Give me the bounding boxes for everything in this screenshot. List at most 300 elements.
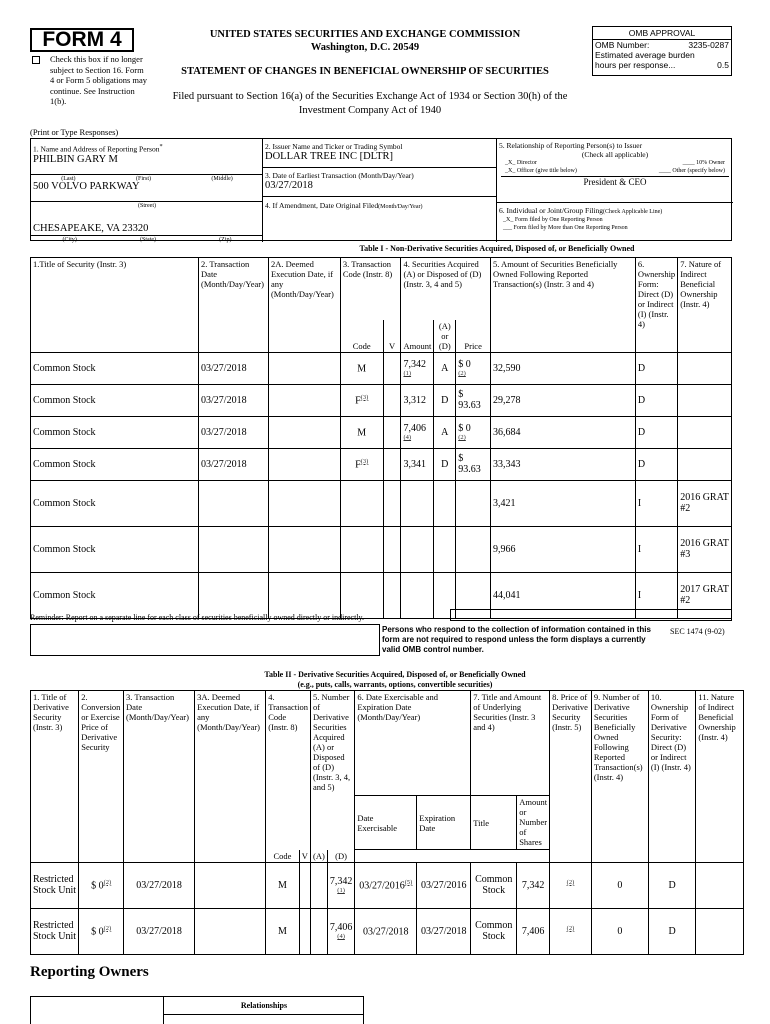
t1-deemed bbox=[268, 416, 340, 448]
omb-approval-box bbox=[592, 26, 732, 76]
t2-h-filler bbox=[355, 850, 417, 863]
t2-nature bbox=[696, 862, 744, 908]
t1-h-title: 1.Title of Security (Instr. 3) bbox=[31, 258, 199, 353]
t2-h-form: 10. Ownership Form of Derivative Security: Direct (D) or Indirect (I) (Instr. 4) bbox=[648, 691, 696, 863]
t1-amount bbox=[401, 480, 434, 526]
t1-form-value: D bbox=[637, 394, 646, 406]
t2-u-title-value: Common Stock bbox=[475, 920, 513, 942]
footnote-link[interactable]: (5) bbox=[404, 878, 413, 886]
t2-u-amount bbox=[517, 862, 550, 908]
t1-form-value: I bbox=[637, 497, 642, 509]
t1-h-amount: Amount bbox=[401, 320, 434, 353]
box4-label: 4. If Amendment, Date Original Filed bbox=[265, 201, 379, 210]
t1-aord-value: A bbox=[441, 426, 449, 438]
t1-nature-value: 2017 GRAT #2 bbox=[680, 584, 729, 606]
t2-exercisable bbox=[355, 862, 417, 908]
table2-derivative bbox=[30, 690, 744, 955]
footnote-link[interactable]: (4) bbox=[403, 434, 412, 441]
t2-code bbox=[266, 862, 300, 908]
omb-hours-label: hours per response... bbox=[595, 60, 676, 70]
box5-sub: (Check all applicable) bbox=[581, 150, 649, 159]
t2-p8 bbox=[550, 862, 592, 908]
t2-h-price: 8. Price of Derivative Security (Instr. 5) bbox=[550, 691, 592, 863]
t1-form bbox=[635, 416, 677, 448]
t2-title bbox=[31, 908, 79, 954]
agency-location: Washington, D.C. 20549 bbox=[310, 42, 420, 53]
t1-form-value: D bbox=[637, 426, 646, 438]
reminder-text: Reminder: Report on a separate line for each class of securities beneficially owned directly or indirectly. bbox=[30, 613, 365, 622]
t2-price-value: $ 0 bbox=[91, 926, 104, 938]
t2-expiration-value: 03/27/2016 bbox=[420, 879, 467, 891]
t2-h-date: 3. Transaction Date (Month/Day/Year) bbox=[124, 691, 195, 863]
t1-price-value: $ 93.63 bbox=[458, 389, 481, 411]
first-label: (First) bbox=[135, 176, 151, 182]
t2-h-u-title: Title bbox=[471, 796, 517, 850]
t1-title bbox=[31, 480, 199, 526]
t2-h-code: 4. Transaction Code (Instr. 8) bbox=[266, 691, 311, 850]
box6-label: 6. Individual or Joint/Group Filing bbox=[499, 206, 603, 215]
t1-nature bbox=[678, 480, 732, 526]
t1-aord bbox=[434, 448, 456, 480]
agency-name: UNITED STATES SECURITIES AND EXCHANGE COMMISSION bbox=[209, 29, 521, 40]
table2-title-line2: (e.g., puts, calls, warrants, options, convertible securities) bbox=[297, 680, 493, 689]
t1-price-value: $ 93.63 bbox=[458, 453, 481, 475]
t1-title bbox=[31, 526, 199, 572]
t1-owned-value: 36,684 bbox=[493, 426, 521, 438]
footnote-link[interactable]: (3) bbox=[360, 393, 369, 401]
t1-date bbox=[199, 480, 269, 526]
t1-owned-value: 3,421 bbox=[493, 497, 516, 509]
zip-label: (Zip) bbox=[219, 237, 232, 243]
table1-row bbox=[31, 384, 732, 416]
t2-expiration bbox=[417, 908, 471, 954]
city-state-zip-labels bbox=[31, 235, 263, 244]
t1-amount bbox=[401, 416, 434, 448]
t1-deemed bbox=[268, 572, 340, 618]
relationships-header: Relationships bbox=[163, 997, 364, 1015]
table2-title bbox=[230, 670, 560, 690]
t1-amount-value: 7,406 bbox=[403, 423, 426, 434]
t2-h-amount-shares: Amount or Number of Shares bbox=[517, 796, 550, 850]
t2-v bbox=[299, 862, 310, 908]
t2-u-title bbox=[471, 908, 517, 954]
t2-price bbox=[79, 862, 124, 908]
t2-h-v: V bbox=[299, 850, 310, 863]
last-label: (Last) bbox=[61, 176, 76, 182]
t2-h-owned: 9. Number of Derivative Securities Beneficially Owned Following Reported Transaction(s) (Instr. 4) bbox=[591, 691, 648, 863]
t1-aord bbox=[434, 384, 456, 416]
t2-h-title: 1. Title of Derivative Security (Instr. 3) bbox=[31, 691, 79, 863]
statement-title: STATEMENT OF CHANGES IN BENEFICIAL OWNERSHIP OF SECURITIES bbox=[181, 66, 549, 77]
t1-code bbox=[340, 526, 383, 572]
t1-code bbox=[340, 416, 383, 448]
street-address: 500 VOLVO PARKWAY bbox=[33, 181, 140, 192]
t1-owned-value: 32,590 bbox=[493, 362, 521, 374]
t2-owned-value: 0 bbox=[617, 879, 623, 891]
t2-h-number: 5. Number of Derivative Securities Acquired (A) or Disposed of (D) (Instr. 3, 4, and 5) bbox=[311, 691, 355, 850]
t2-owned-value: 0 bbox=[617, 925, 623, 937]
t2-exercisable bbox=[355, 908, 417, 954]
officer-other-row bbox=[499, 167, 731, 175]
t2-a bbox=[311, 908, 328, 954]
middle-label: (Middle) bbox=[211, 176, 233, 182]
table1-row bbox=[31, 448, 732, 480]
table1-header-row bbox=[31, 258, 732, 320]
t1-price-value: $ 0 bbox=[458, 359, 471, 370]
other-option[interactable]: ____ Other (specify below) bbox=[658, 168, 725, 174]
omb-number-label: OMB Number: bbox=[595, 40, 650, 50]
t2-code-value: M bbox=[278, 879, 287, 891]
t1-date bbox=[199, 416, 269, 448]
omb-hours-row bbox=[593, 60, 731, 70]
t2-deemed bbox=[195, 908, 266, 954]
t1-owned bbox=[491, 352, 636, 384]
t2-u-amount-value: 7,342 bbox=[521, 879, 545, 891]
t1-amount bbox=[401, 384, 434, 416]
table1-title: Table I - Non-Derivative Securities Acquired, Disposed of, or Beneficially Owned bbox=[359, 244, 635, 253]
t1-nature bbox=[678, 448, 732, 480]
t1-amount bbox=[401, 572, 434, 618]
t2-nature bbox=[696, 908, 744, 954]
t1-code bbox=[340, 572, 383, 618]
t2-h-deemed: 3A. Deemed Execution Date, if any (Month/Day/Year) bbox=[195, 691, 266, 863]
t1-code-value: M bbox=[357, 363, 367, 375]
box5-6-column bbox=[497, 139, 733, 242]
footnote-link[interactable]: (1) bbox=[337, 887, 345, 894]
t1-date bbox=[199, 352, 269, 384]
t2-date bbox=[124, 908, 195, 954]
t1-h-v: V bbox=[383, 320, 401, 353]
earliest-transaction-date: 03/27/2018 bbox=[265, 180, 313, 191]
t1-owned bbox=[491, 384, 636, 416]
footnote-link[interactable]: (2) bbox=[458, 434, 466, 441]
agency-header bbox=[160, 28, 570, 54]
t1-nature-value: 2016 GRAT #2 bbox=[680, 492, 729, 514]
box3-label: 3. Date of Earliest Transaction (Month/Day/Year) bbox=[265, 171, 414, 180]
t2-h-d: (D) bbox=[327, 850, 355, 863]
t1-owned bbox=[491, 526, 636, 572]
t1-title bbox=[31, 384, 199, 416]
t1-title-value: Common Stock bbox=[33, 543, 96, 555]
t1-title-value: Common Stock bbox=[33, 497, 96, 509]
omb-burden-row bbox=[593, 50, 731, 60]
t1-h-price: Price bbox=[456, 320, 491, 353]
t1-title bbox=[31, 448, 199, 480]
t1-h-deemed: 2A. Deemed Execution Date, if any (Month/Day/Year) bbox=[268, 258, 340, 353]
t1-code bbox=[340, 352, 383, 384]
omb-title: OMB APPROVAL bbox=[593, 27, 731, 40]
t1-deemed bbox=[268, 384, 340, 416]
omb-number-value: 3235-0287 bbox=[688, 40, 729, 50]
t1-code bbox=[340, 384, 383, 416]
t2-h-date-ex: Date Exercisable bbox=[355, 796, 417, 850]
t1-amount bbox=[401, 352, 434, 384]
t1-v bbox=[383, 352, 401, 384]
t1-price bbox=[456, 526, 491, 572]
t1-aord-value: D bbox=[441, 458, 449, 470]
box3-earliest-date bbox=[263, 168, 496, 197]
officer-option[interactable]: _X_ Officer (give title below) bbox=[505, 168, 577, 174]
t2-a bbox=[311, 862, 328, 908]
box6-filing bbox=[497, 203, 733, 232]
t2-d bbox=[327, 908, 355, 954]
t1-h-code: 3. Transaction Code (Instr. 8) bbox=[340, 258, 401, 320]
t2-u-amount-value: 7,406 bbox=[521, 925, 545, 937]
t2-h-code-sub: Code bbox=[266, 850, 300, 863]
table2-row bbox=[31, 862, 744, 908]
t1-aord bbox=[434, 352, 456, 384]
multiple-persons-option[interactable]: ___ Form filed by More than One Reporting Person bbox=[503, 225, 628, 231]
t1-price bbox=[456, 480, 491, 526]
t1-nature bbox=[678, 352, 732, 384]
director-option[interactable]: _X_ Director bbox=[505, 160, 537, 166]
table1-row bbox=[31, 416, 732, 448]
t1-price bbox=[456, 416, 491, 448]
t1-form bbox=[635, 384, 677, 416]
t2-deemed bbox=[195, 862, 266, 908]
t2-title bbox=[31, 862, 79, 908]
t1-deemed bbox=[268, 480, 340, 526]
director-owner-row bbox=[499, 159, 731, 167]
t1-amount bbox=[401, 448, 434, 480]
t1-amount-value: 3,341 bbox=[403, 458, 426, 470]
t1-amount-value: 3,312 bbox=[403, 394, 426, 406]
t1-aord-value: D bbox=[441, 394, 449, 406]
t2-code-value: M bbox=[278, 925, 287, 937]
footnote-link[interactable]: (1) bbox=[403, 370, 412, 377]
footnote-link[interactable]: (2) bbox=[458, 370, 466, 377]
table2-row bbox=[31, 908, 744, 954]
table1-row bbox=[31, 480, 732, 526]
t1-owned-value: 44,041 bbox=[493, 589, 521, 601]
t1-h-securities: 4. Securities Acquired (A) or Disposed of (D) (Instr. 3, 4 and 5) bbox=[401, 258, 491, 320]
t1-h-owned: 5. Amount of Securities Beneficially Owned Following Reported Transaction(s) (Instr. 3 and 4) bbox=[491, 258, 636, 353]
t2-exercisable-value: 03/27/2018 bbox=[363, 926, 409, 938]
t1-deemed bbox=[268, 352, 340, 384]
t1-title bbox=[31, 416, 199, 448]
state-label: (State) bbox=[140, 237, 156, 243]
t1-h-form: 6. Ownership Form: Direct (D) or Indirect (I) (Instr. 4) bbox=[635, 258, 677, 353]
t1-aord bbox=[434, 480, 456, 526]
t1-amount bbox=[401, 526, 434, 572]
filed-pursuant-text: Filed pursuant to Section 16(a) of the Securities Exchange Act of 1934 or Section 30(h) of the Investment Company Act of 1940 bbox=[172, 91, 568, 116]
street-label: (Street) bbox=[31, 201, 263, 210]
issuer-name: DOLLAR TREE INC [DLTR] bbox=[265, 151, 394, 162]
reporting-owners-heading: Reporting Owners bbox=[30, 964, 149, 980]
t1-h-aord: (A) or (D) bbox=[434, 320, 456, 353]
t1-h-code-sub: Code bbox=[340, 320, 383, 353]
table1-row bbox=[31, 526, 732, 572]
box2-label: 2. Issuer Name and Ticker or Trading Symbol bbox=[265, 142, 403, 151]
t1-deemed bbox=[268, 448, 340, 480]
t2-form-value: D bbox=[668, 925, 676, 937]
t2-exercisable-value: 03/27/2016 bbox=[359, 880, 405, 892]
t1-owned-value: 29,278 bbox=[493, 394, 521, 406]
t2-v bbox=[299, 908, 310, 954]
t2-price bbox=[79, 908, 124, 954]
t1-nature-value: 2016 GRAT #3 bbox=[680, 538, 729, 560]
t2-d bbox=[327, 862, 355, 908]
t1-price-value: $ 0 bbox=[458, 423, 471, 434]
omb-number-row bbox=[593, 40, 731, 50]
t1-title-value: Common Stock bbox=[33, 362, 96, 374]
officer-title: President & CEO bbox=[501, 176, 729, 187]
no-longer-subject-checkbox[interactable] bbox=[32, 56, 40, 64]
t1-form bbox=[635, 480, 677, 526]
box1-reporting-person bbox=[31, 139, 263, 242]
box4-amendment bbox=[263, 197, 496, 211]
t2-owned bbox=[591, 908, 648, 954]
t1-date-value: 03/27/2018 bbox=[201, 394, 247, 406]
t2-p8 bbox=[550, 908, 592, 954]
form-title: FORM 4 bbox=[30, 28, 134, 52]
box5-label: 5. Relationship of Reporting Person(s) to Issuer bbox=[499, 141, 643, 150]
city-label: (City) bbox=[62, 237, 77, 243]
t1-form-value: I bbox=[637, 589, 642, 601]
t1-code-value: F bbox=[355, 459, 361, 471]
t1-price bbox=[456, 384, 491, 416]
t2-h-underlying: 7. Title and Amount of Underlying Securities (Instr. 3 and 4) bbox=[471, 691, 550, 796]
reminder-box bbox=[450, 609, 732, 621]
t1-code bbox=[340, 448, 383, 480]
t1-title bbox=[31, 352, 199, 384]
t1-aord bbox=[434, 416, 456, 448]
t2-date-value: 03/27/2018 bbox=[136, 925, 182, 937]
t1-price bbox=[456, 352, 491, 384]
t1-title-value: Common Stock bbox=[33, 458, 96, 470]
omb-hours-value: 0.5 bbox=[717, 60, 729, 70]
t1-aord-value: A bbox=[441, 362, 449, 374]
city-state-zip: CHESAPEAKE, VA 23320 bbox=[33, 223, 149, 234]
t1-form bbox=[635, 448, 677, 480]
footnote-link[interactable]: (2) bbox=[103, 878, 112, 886]
t2-h-a: (A) bbox=[311, 850, 328, 863]
t1-date bbox=[199, 448, 269, 480]
box1-label: 1. Name and Address of Reporting Person* bbox=[33, 143, 163, 154]
ten-percent-owner-option[interactable]: ____ 10% Owner bbox=[682, 160, 725, 166]
t1-title-value: Common Stock bbox=[33, 394, 96, 406]
t2-title-value: Restricted Stock Unit bbox=[33, 920, 77, 942]
t2-date-value: 03/27/2018 bbox=[136, 879, 182, 891]
t1-form-value: I bbox=[637, 543, 642, 555]
t1-v bbox=[383, 384, 401, 416]
t2-h-nature: 11. Nature of Indirect Beneficial Ownership (Instr. 4) bbox=[696, 691, 744, 863]
t2-date bbox=[124, 862, 195, 908]
t2-h-exp-date: Expiration Date bbox=[417, 796, 471, 850]
t1-v bbox=[383, 572, 401, 618]
footnote-link[interactable]: (2) bbox=[103, 924, 112, 932]
t1-nature bbox=[678, 526, 732, 572]
t1-form-value: D bbox=[637, 362, 646, 374]
t1-date-value: 03/27/2018 bbox=[201, 426, 247, 438]
t1-code-value: M bbox=[357, 427, 367, 439]
t1-date bbox=[199, 572, 269, 618]
t1-owned-value: 9,966 bbox=[493, 543, 516, 555]
t1-h-date: 2. Transaction Date (Month/Day/Year) bbox=[199, 258, 269, 353]
t1-price bbox=[456, 448, 491, 480]
t2-u-title-value: Common Stock bbox=[475, 874, 513, 896]
footnote-link[interactable]: (3) bbox=[360, 457, 369, 465]
t2-price-value: $ 0 bbox=[91, 880, 104, 892]
table2-header-row bbox=[31, 691, 744, 796]
t2-owned bbox=[591, 862, 648, 908]
t1-v bbox=[383, 526, 401, 572]
t1-title-value: Common Stock bbox=[33, 589, 96, 601]
t1-h-nature: 7. Nature of Indirect Beneficial Ownership (Instr. 4) bbox=[678, 258, 732, 353]
t2-form bbox=[648, 862, 696, 908]
t2-expiration bbox=[417, 862, 471, 908]
table1-non-derivative bbox=[30, 257, 732, 619]
t1-date bbox=[199, 384, 269, 416]
t1-deemed bbox=[268, 526, 340, 572]
t2-d-value: 7,342 bbox=[329, 876, 353, 887]
box6-label-row bbox=[499, 205, 731, 216]
t2-code bbox=[266, 908, 300, 954]
t2-d-value: 7,406 bbox=[329, 922, 353, 933]
t2-u-amount bbox=[517, 908, 550, 954]
t1-nature bbox=[678, 384, 732, 416]
reporting-person-name: PHILBIN GARY M bbox=[33, 153, 118, 165]
t1-code-value: F bbox=[355, 395, 361, 407]
footnote-link[interactable]: (4) bbox=[337, 933, 345, 940]
t2-h-conversion: 2. Conversion or Exercise Price of Derivative Security bbox=[79, 691, 124, 863]
t1-owned bbox=[491, 416, 636, 448]
t2-expiration-value: 03/27/2018 bbox=[420, 925, 467, 937]
t1-date-value: 03/27/2018 bbox=[201, 458, 247, 470]
box5-relationship bbox=[497, 139, 733, 203]
checkbox-label: Check this box if no longer subject to Section 16. Form 4 or Form 5 obligations may continue. See Instruction 1(b). bbox=[50, 54, 148, 106]
print-note: (Print or Type Responses) bbox=[30, 127, 119, 137]
t1-v bbox=[383, 416, 401, 448]
reporting-person-section bbox=[30, 138, 732, 241]
t2-u-title bbox=[471, 862, 517, 908]
footnote-link[interactable]: (2) bbox=[566, 924, 575, 932]
footnote-link[interactable]: (2) bbox=[566, 878, 575, 886]
t1-v bbox=[383, 448, 401, 480]
t1-form bbox=[635, 526, 677, 572]
t1-owned bbox=[491, 480, 636, 526]
t1-form bbox=[635, 352, 677, 384]
t1-v bbox=[383, 480, 401, 526]
omb-burden-label: Estimated average burden bbox=[595, 50, 695, 60]
t2-form-value: D bbox=[668, 879, 676, 891]
t2-h-exercisable: 6. Date Exercisable and Expiration Date (Month/Day/Year) bbox=[355, 691, 471, 796]
box4-sub: (Month/Day/Year) bbox=[378, 204, 423, 210]
single-person-option[interactable]: _X_ Form filed by One Reporting Person bbox=[503, 217, 603, 223]
table1-row bbox=[31, 352, 732, 384]
table2-title-line1: Table II - Derivative Securities Acquired, Disposed of, or Beneficially Owned bbox=[264, 670, 526, 679]
t1-nature bbox=[678, 416, 732, 448]
t1-form-value: D bbox=[637, 458, 646, 470]
t1-code bbox=[340, 480, 383, 526]
persons-notice: Persons who respond to the collection of information contained in this form are not required to respond unless the form displays a currently valid OMB control number. bbox=[382, 625, 651, 654]
t1-title bbox=[31, 572, 199, 618]
t1-title-value: Common Stock bbox=[33, 426, 96, 438]
box6-sub: (Check Applicable Line) bbox=[602, 209, 663, 215]
box2-issuer bbox=[263, 139, 496, 168]
t1-date-value: 03/27/2018 bbox=[201, 362, 247, 374]
t1-owned-value: 33,343 bbox=[493, 458, 521, 470]
notice-box bbox=[30, 624, 380, 656]
sec-code: SEC 1474 (9-02) bbox=[670, 627, 725, 636]
t1-owned bbox=[491, 448, 636, 480]
t2-form bbox=[648, 908, 696, 954]
t1-aord bbox=[434, 526, 456, 572]
box2-4-column bbox=[263, 139, 497, 242]
t1-amount-value: 7,342 bbox=[403, 359, 426, 370]
reporting-owners-table bbox=[30, 996, 364, 1024]
t2-title-value: Restricted Stock Unit bbox=[33, 874, 77, 896]
